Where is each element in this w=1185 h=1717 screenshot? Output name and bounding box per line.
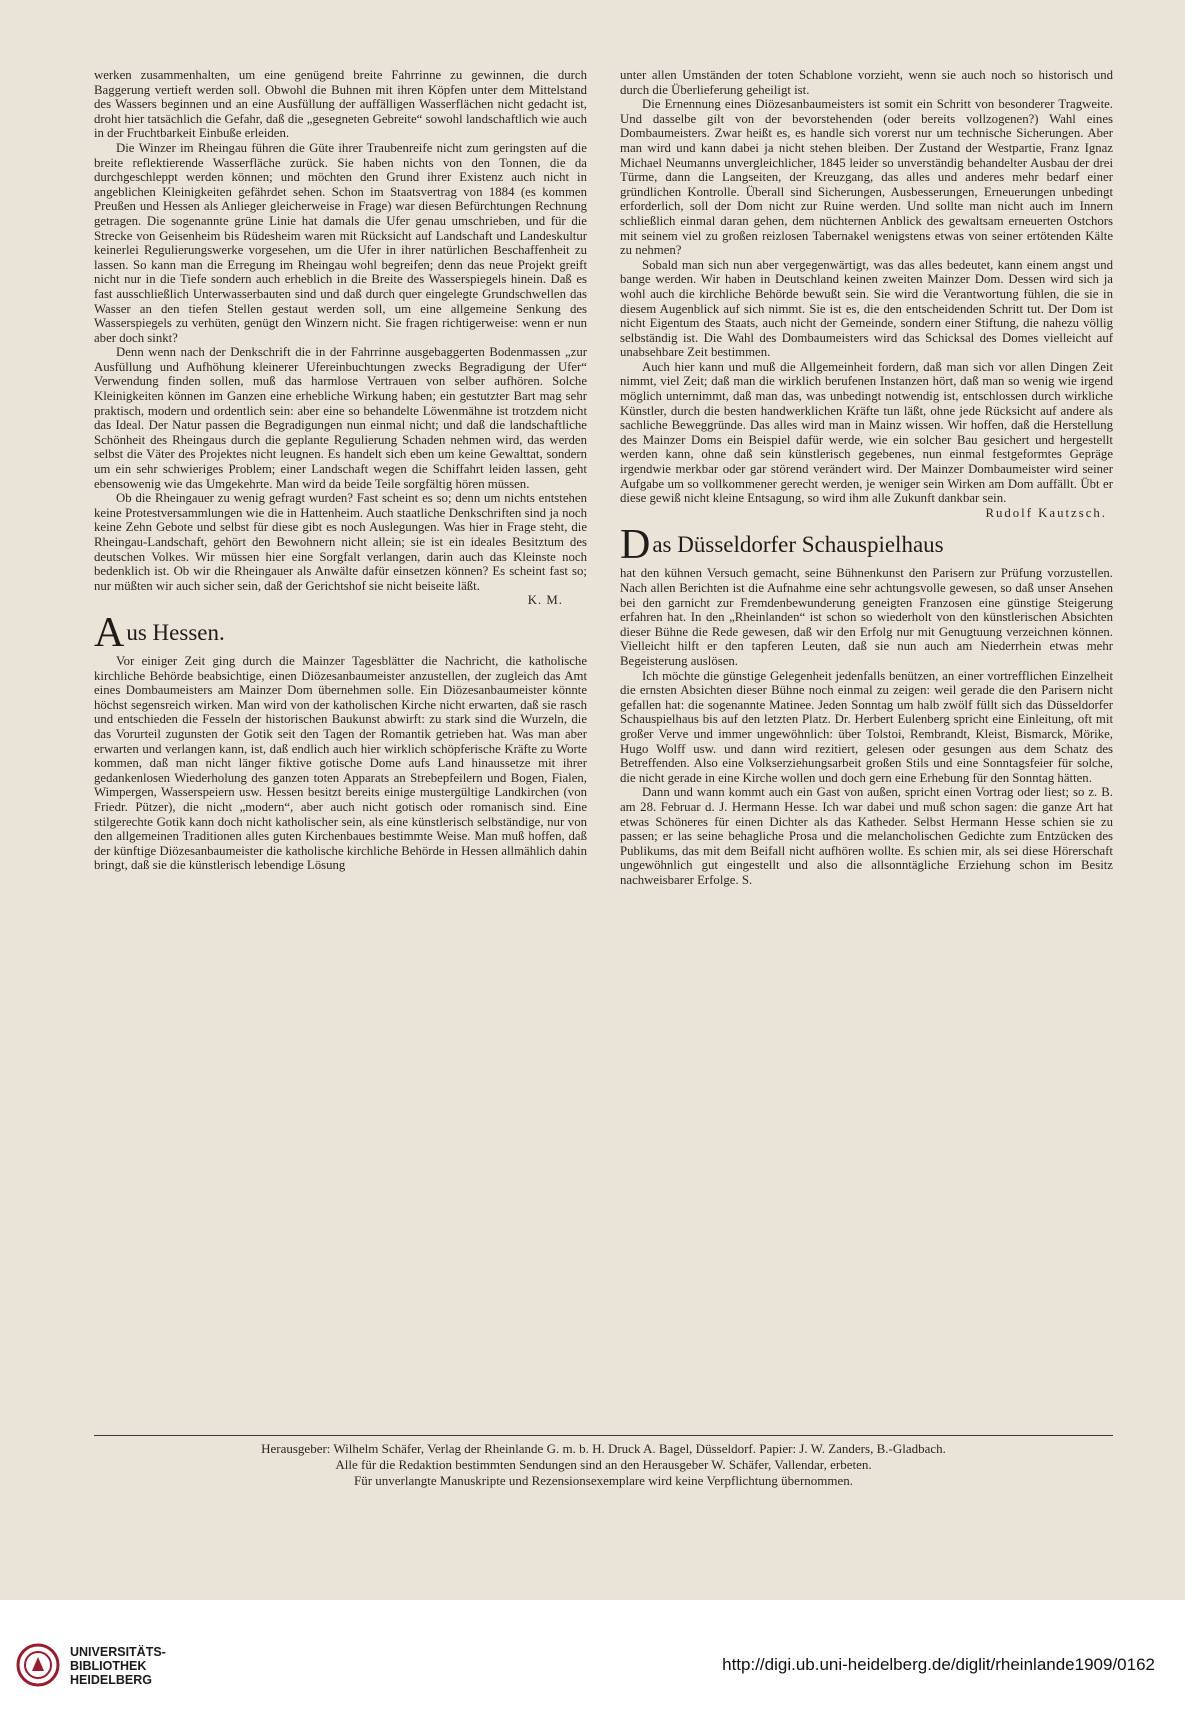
imprint-footer [94,1441,1113,1489]
paragraph: hat den kühnen Versuch gemacht, seine Bühnenkunst den Parisern zur Prüfung vorzustellen. Nach allen Berichten ist die Aufnahme eine sehr achtungsvolle gewesen, so daß unser Ansehen bei den garnicht zur Fremdenbewunderung geneigten Franzosen eine günstige Steigerung erfahren hat. In den „Rheinlanden“ ist schon so wiederholt von den künstlerischen Absichten dieser Bühne die Rede gewesen, daß wir den Erfolg nur mit Genugtuung verzeichnen können. Vielleicht hilft er den tapferen Leuten, daß sie nun auch am Niederrhein etwas mehr Begeisterung auslösen. [620,566,1113,668]
author-signature: K. M. [527,593,563,608]
section-heading-text: as Düsseldorfer Schauspielhaus [652,532,944,558]
section-heading [94,609,587,656]
imprint-line: Alle für die Redaktion bestimmten Sendungen sind an den Herausgeber W. Schäfer, Vallendar, erbeten. [335,1457,872,1472]
library-name [70,1645,166,1687]
paragraph: Ob die Rheingauer zu wenig gefragt wurden? Fast scheint es so; denn um nichts entstehen keine Protestversammlungen wie die in Hattenheim. Auch staatliche Denkschriften sind ja noch keine Zehn Gebote und selbst für diese gibt es noch Auslegungen. Was hier in Frage steht, die Rheingau-Landschaft, gehört den Bewohnern nicht allein; sie ist ein ideales Besitztum des deutschen Volkes. Wir müssen hier eine Sorgfalt verlangen, darin auch das Kleinste noch bedenklich ist. Ob wir die Rheingauer als Anwälte dafür einsetzen können? Es scheint fast so; nur müßten wir auch sicher sein, daß der Gerichtshof sie nicht beiseite läßt. [94,491,587,593]
paragraph: unter allen Umständen der toten Schablone vorzieht, wenn sie auch noch so historisch und durch die Überlieferung geheiligt ist. [620,68,1113,97]
library-name-line: BIBLIOTHEK [70,1659,147,1673]
paragraph: Die Winzer im Rheingau führen die Güte ihrer Traubenreife nicht zum geringsten auf die breite reflektierende Wasserfläche zurück. Sie haben nichts von den Tonnen, die da durchgeschleppt werden können; und möchten den Grund ihrer Existenz auch nicht in angeblichen Kleinigkeiten gefährdet sehen. Schon im Staatsvertrag von 1884 (es kommen Preußen und Hessen als Anlieger gleicherweise in Frage) war diesen Befürchtungen Rechnung getragen. Die sogenannte grüne Linie hat damals die Ufer genau umschrieben, und für die Strecke von Geisenheim bis Rüdesheim waren mit Rücksicht auf Landschaft und Landeskultur keinerlei Regulierungswerke vorgesehen, um die Ufer in ihrer natürlichen Beschaffenheit zu lassen. So kann man die Erregung im Rheingau wohl begreifen; denn das neue Projekt greift nicht nur in die Tiefe sondern auch erheblich in die Breite des Wasserspiegels hinein. Daß es fast ausschließlich Unterwasserbauten sind und daß durch quer eingelegte Grundschwellen das Wasser an den tiefen Stellen gestaut werden soll, um eine allgemeine Senkung des Wasserspiegels zu verhüten, genügt den Winzern nicht. Sie fragen richtigerweise: wenn er nun aber doch sinkt? [94,140,587,345]
right-column [620,68,1113,1423]
section-heading [620,522,1113,569]
drop-cap: D [620,522,651,569]
section-heading-text: us Hessen. [126,619,225,645]
paragraph: Die Ernennung eines Diözesanbaumeisters ist somit ein Schritt von besonderer Tragweite. Und dasselbe gilt von der bevorstehenden (oder bereits vollzogenen?) Wahl eines Dombaumeisters. Zwar heißt es, es handle sich vorerst nur um technische Sicherungen. Aber man wird und kann dabei ja nicht stehen bleiben. Der Zustand der Westpartie, Franz Ignaz Michael Neumanns unvergleichlicher, 1845 leider so unverständig behandelter Ausbau der drei Türme, dann die Langseiten, der Kreuzgang, das alles und anderes mehr bedarf einer gründlichen Kontrolle. Überall sind Sicherungen, Ausbesserungen, Erneuerungen unbedingt erforderlich, soll der Dom nicht zur Ruine werden. Und sollte man nicht auch im Innern schließlich einmal daran gehen, dem nüchternen Anblick des gewaltsam erneuerten Ostchors mit seinem viel zu großen reizlosen Tabernakel wenigstens etwas von seiner ertötenden Kälte zu nehmen? [620,97,1113,258]
paragraph: Auch hier kann und muß die Allgemeinheit fordern, daß man sich vor allen Dingen Zeit nimmt, viel Zeit; daß man die wirklich berufenen Instanzen hört, daß man so wenig wie irgend möglich unternimmt, daß man das, was unbedingt notwendig ist, entschlossen durch wirkliche Künstler, durch die besten handwerklichen Kräfte tun läßt, ohne jede Rücksicht auf andere als sachliche Beweggründe. Das alles wird man in Mainz wissen. Wir hoffen, daß die Herstellung des Mainzer Doms ein Beispiel dafür werde, wie ein solcher Bau gesichert und hergestellt werden kann, ohne daß sein künstlerisch gegebenes, nun einmal festgeformtes Gepräge irgendwie merkbar oder gar störend verändert wird. Der Mainzer Dombaumeister wird seiner Aufgabe um so vollkommener gerecht werden, je weniger sein Wirken am Dom auffällt. Übt er diese gewiß nicht kleine Entsagung, so wird ihm alle Zukunft dankbar sein. [620,359,1113,506]
library-seal-icon [16,1643,60,1687]
paragraph: Sobald man sich nun aber vergegenwärtigt, was das alles bedeutet, kann einem angst und bange werden. Wir haben in Deutschland keinen zweiten Mainzer Dom. Dessen wird sich ja wohl auch die kirchliche Behörde bewußt sein. Sie wird die Verantwortung fühlen, die sie in diesem Augenblick auf sich nimmt. Sie ist es, die den entscheidenden Schritt tut. Der Dom ist nicht Eigentum des Staats, auch nicht der Gemeinde, sondern einer Stiftung, die nahezu völlig selbständig ist. Die Wahl des Dombaumeisters wird das Schicksal des Domes vielleicht auf unabsehbare Zeit bestimmen. [620,257,1113,360]
footer-divider [94,1435,1113,1436]
paragraph: Vor einiger Zeit ging durch die Mainzer Tagesblätter die Nachricht, die katholische kirchliche Behörde beabsichtige, einen Diözesanbaumeister anzustellen, der zugleich das Amt eines Dombaumeisters am Mainzer Dom übernehmen solle. Ein Diözesanbaumeister könnte höchst segensreich wirken. Man wird von der katholischen Kirche nicht erwarten, daß sie rasch und entschieden die Fesseln der historischen Baukunst abwirft: zu stark sind die Wurzeln, die das Vorurteil zugunsten der Gotik seit den Tagen der Romantik getrieben hat. Was man aber erwarten und verlangen kann, ist, daß endlich auch hier wirklich schöpferische Kräfte zu Worte kommen, daß man nicht länger fiktive gotische Dome aufs Land hinaussetze mit ihrer gedankenlosen Wiederholung des ganzen toten Apparats an Strebepfeilern und Bogen, Fialen, Wimpergen, Wasserspeiern usw. Hessen besitzt bereits einige mustergültige Landkirchen (von Friedr. Pützer), die nicht „modern“, aber auch nicht gotisch oder romanisch sind. Eine stilgerechte Gotik kann doch nicht katholischer sein, als eine künstlerisch selbständige, nur von den allgemeinen Traditionen alles guten Kirchenbaues bestimmte Weise. Man muß hoffen, daß der künftige Diözesanbaumeister die katholische kirchliche Behörde in Hessen allmählich dahin bringt, daß sie die künstlerisch lebendige Lösung [94,653,587,873]
left-column [94,68,587,1423]
library-name-line: HEIDELBERG [70,1673,152,1687]
paragraph: werken zusammenhalten, um eine genügend breite Fahrrinne zu gewinnen, die durch Baggerung vertieft werden soll. Obwohl die Buhnen mit ihren Köpfen unter dem Mittelstand des Wassers beginnen und an eine Ausfüllung der auffälligen Wasserflächen nicht gedacht ist, droht hier tatsächlich die Gefahr, daß die „gesegneten Gebreite“ sowohl landschaftlich wie auch in der Fruchtbarkeit Einbuße erleiden. [94,68,587,141]
author-signature: Rudolf Kautzsch. [985,505,1107,520]
paragraph: Denn wenn nach der Denkschrift die in der Fahrrinne ausgebaggerten Bodenmassen „zur Ausfüllung und Aufhöhung kleinerer Ufereinbuchtungen zwecks Begradigung der Ufer“ Verwendung finden sollen, muß das harmlose Vertrauen von selber aufhören. Solche Kleinigkeiten können im Ganzen eine erhebliche Wirkung haben; ein gestutzter Bart mag sehr praktisch, modern und ordentlich sein: aber eine so behandelte Löwenmähne ist trotzdem nicht das Ideal. Der Natur passen die Begradigungen nun einmal nicht; und daß die landschaftliche Schönheit des Rheingaus durch die geplante Regulierung Schaden nehmen wird, das werden selbst die Väter des Projektes nicht leugnen. Es handelt sich eben um keine Gewalttat, sondern um ein sehr schwieriges Problem; einer Landschaft wegen die Schiffahrt leiden lassen, geht ebensowenig wie das Umgekehrte. Man wird da beide Teile sorgfältig hören müssen. [94,345,587,491]
paragraph: Ich möchte die günstige Gelegenheit jedenfalls benützen, an einer vortrefflichen Einzelheit die ernsten Absichten dieser Bühne noch einmal zu zeigen: weil gerade die den Parisern nicht gefallen hat: die sogenannte Matinee. Jeden Sonntag um halb zwölf füllt sich das Düsseldorfer Schauspielhaus bis auf den letzten Platz. Dr. Herbert Eulenberg spricht eine Einleitung, oft mit großer Verve und immer ungewöhnlich: über Tolstoi, Rembrandt, Kleist, Bismarck, Mörike, Hugo Wolff usw. und dann wird rezitiert, gelesen oder gesungen aus dem Schatz des Betreffenden. Also eine Volkserziehungsarbeit großen Stils und eine Sonntagsfeier für solche, die nicht gerade in eine Kirche wollen und doch gern eine Erhebung für den Sonntag hätten. [620,668,1113,785]
library-logo[interactable] [16,1643,216,1693]
library-name-line: UNIVERSITÄTS- [70,1645,166,1659]
imprint-line: Herausgeber: Wilhelm Schäfer, Verlag der Rheinlande G. m. b. H. Druck A. Bagel, Düsseldorf. Papier: J. W. Zanders, B.-Gladbach. [261,1441,946,1456]
source-url-link[interactable]: http://digi.ub.uni-heidelberg.de/diglit/rheinlande1909/0162 [722,1655,1155,1674]
drop-cap: A [94,609,125,656]
imprint-line: Für unverlangte Manuskripte und Rezensionsexemplare wird keine Verpflichtung übernommen. [353,1473,854,1488]
paragraph: Dann und wann kommt auch ein Gast von außen, spricht einen Vortrag oder liest; so z. B. am 28. Februar d. J. Hermann Hesse. Ich war dabei und muß schon sagen: die ganze Art hat etwas Schöneres für einen Dichter als das Katheder. Selbst Hermann Hesse schien sie zu passen; er las seine behagliche Prosa und die melancholischen Gedichte zum Entzücken des Publikums, das mit dem Beifall nicht aufhören wollte. Es schien mir, als sei diese Hörerschaft ungewöhnlich gut eingestellt und also die allsonntägliche Erziehung schon im Besitz nachweisbarer Erfolge. S. [620,785,1113,887]
